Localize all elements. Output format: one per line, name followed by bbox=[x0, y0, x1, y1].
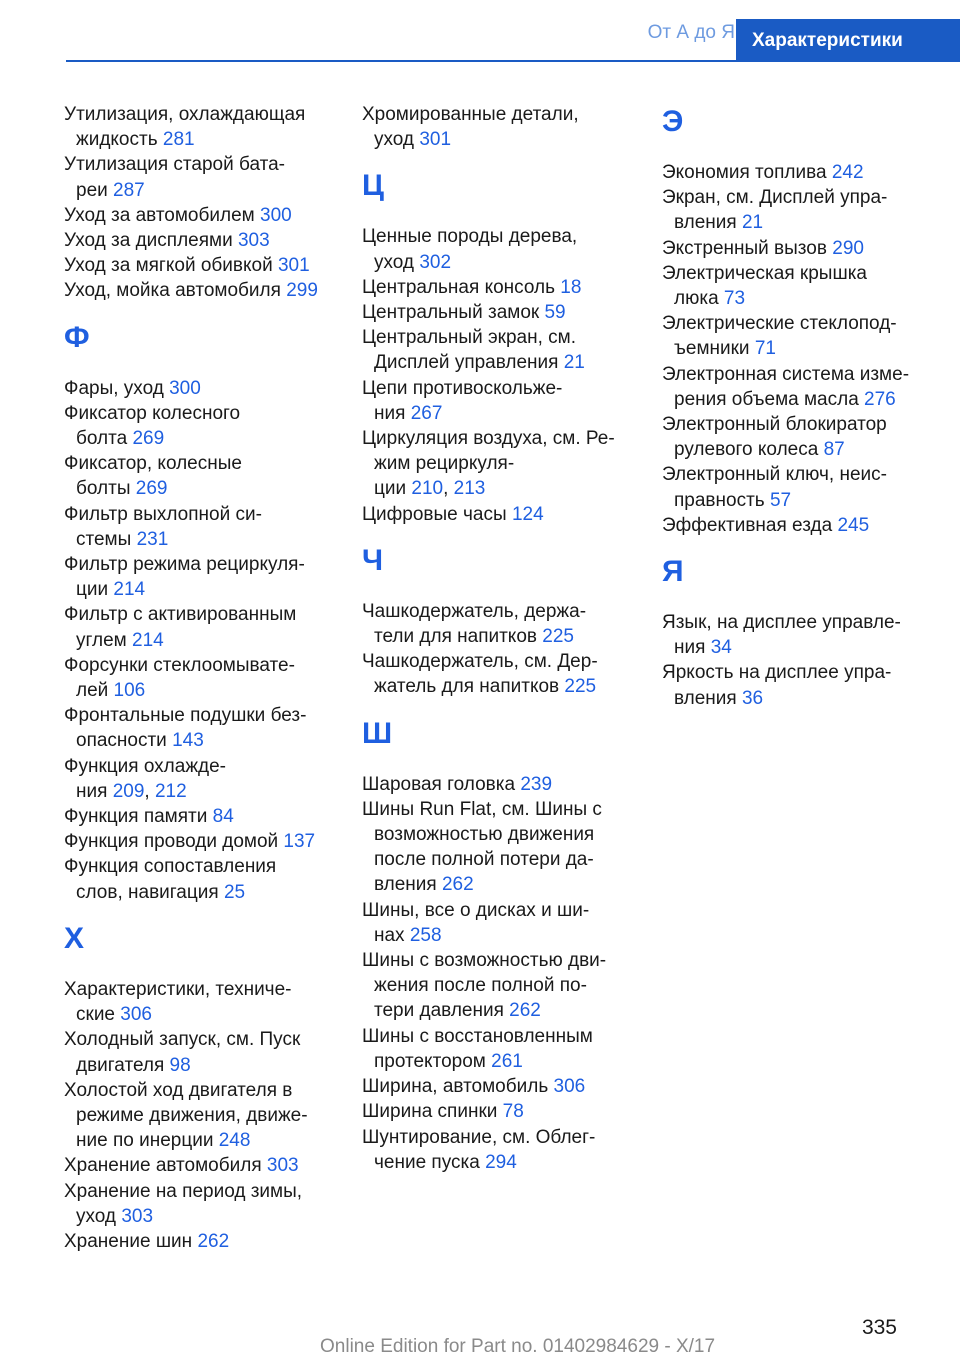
index-entry bbox=[64, 451, 334, 501]
index-entry-text: ние по инерции bbox=[76, 1130, 219, 1152]
page-reference-link[interactable]: 267 bbox=[410, 402, 443, 424]
page-reference-link[interactable]: 213 bbox=[453, 478, 486, 500]
index-entry-text: вления bbox=[674, 687, 742, 709]
index-entry bbox=[362, 275, 632, 300]
index-entry-text: болты bbox=[76, 478, 136, 500]
index-entry-text: Шины, все о дисках и ши- bbox=[362, 899, 590, 921]
index-entry-text: жатель для напитков bbox=[374, 676, 565, 698]
index-entry-text: Цепи противоскольже- bbox=[362, 377, 563, 399]
index-entry bbox=[64, 1078, 334, 1154]
index-entry-text: Ширина спинки bbox=[362, 1101, 503, 1123]
index-entry-text: Уход за мягкой обивкой bbox=[64, 255, 278, 277]
index-entry-text: реи bbox=[76, 179, 114, 201]
index-entry-text: уход bbox=[76, 1205, 122, 1227]
page-reference-link[interactable]: 281 bbox=[162, 129, 195, 151]
index-entry-text: Утилизация старой бата- bbox=[64, 154, 285, 176]
index-entry bbox=[662, 660, 932, 710]
index-entry bbox=[64, 1153, 334, 1178]
page-reference-link[interactable]: 225 bbox=[542, 626, 574, 648]
index-entry bbox=[64, 1179, 334, 1229]
index-entry-text: Ширина, автомобиль bbox=[362, 1076, 554, 1098]
page-number: 335 bbox=[861, 1316, 897, 1339]
index-entry-text: Фиксатор колесного bbox=[64, 402, 241, 424]
index-entry bbox=[64, 552, 334, 602]
index-entry-text: Электрическая крышка bbox=[662, 262, 867, 284]
page-reference-link[interactable]: 98 bbox=[169, 1054, 191, 1076]
index-entry bbox=[362, 599, 632, 649]
index-entry bbox=[64, 653, 334, 703]
page-reference-link[interactable]: 231 bbox=[136, 528, 169, 550]
index-entry bbox=[362, 1074, 632, 1099]
index-entry-text: Функция охлажде- bbox=[64, 755, 227, 777]
page-reference-link[interactable]: 124 bbox=[511, 503, 544, 525]
page-reference-link[interactable]: 262 bbox=[509, 1000, 541, 1022]
index-entry bbox=[64, 1027, 334, 1077]
index-entry-text: рулевого колеса bbox=[674, 439, 824, 461]
index-entry-text: Чашкодержатель, держа- bbox=[362, 600, 587, 622]
page-reference-link[interactable]: 269 bbox=[132, 428, 165, 450]
index-entry bbox=[64, 102, 334, 152]
index-entry-text: Центральный замок bbox=[362, 302, 545, 324]
page-reference-link[interactable]: 21 bbox=[563, 352, 585, 374]
index-entry bbox=[662, 261, 932, 311]
index-entry-text: Утилизация, охлаждающая bbox=[64, 104, 306, 125]
index-letter-heading: Х bbox=[64, 921, 85, 955]
index-entry: Циркуляция воздуха, см. Ре- жим рециркуля- ции 210, 213 bbox=[362, 428, 615, 500]
page-reference-link[interactable]: 25 bbox=[223, 881, 246, 903]
page-reference-link[interactable]: 106 bbox=[113, 680, 146, 702]
index-entry bbox=[64, 152, 334, 202]
page-reference-link[interactable]: 214 bbox=[113, 579, 146, 601]
index-entry-text: протектором bbox=[374, 1050, 492, 1072]
index-entry-text: Ценные породы дерева, bbox=[362, 226, 578, 248]
index-entry bbox=[362, 898, 632, 948]
page-reference-link[interactable]: 78 bbox=[502, 1101, 524, 1123]
page-reference-link[interactable]: 287 bbox=[113, 179, 145, 201]
index-entry-text: тели для напитков bbox=[374, 626, 543, 648]
page-reference-link[interactable]: 276 bbox=[864, 388, 896, 410]
index-entry-text: слов, навигация bbox=[76, 881, 224, 903]
index-entry bbox=[64, 502, 334, 552]
index-entry-text: Яркость на дисплее упра- bbox=[662, 662, 892, 684]
page-reference-link[interactable]: 209 bbox=[112, 780, 145, 802]
page-reference-link[interactable]: 59 bbox=[544, 302, 566, 324]
page-reference-link[interactable]: 143 bbox=[172, 730, 204, 752]
index-entry bbox=[362, 948, 632, 1024]
index-entry-text: возможностью движения bbox=[374, 824, 595, 846]
index-entry bbox=[362, 1125, 632, 1175]
index-entry bbox=[64, 203, 334, 228]
index-entry bbox=[362, 224, 632, 274]
page-reference-link[interactable]: 301 bbox=[277, 255, 310, 277]
index-entry-text: ния bbox=[374, 402, 411, 424]
page-reference-link[interactable]: 303 bbox=[121, 1205, 154, 1227]
index-entry-text: ния bbox=[76, 780, 113, 802]
index-entry-text: Шины с возможностью дви- bbox=[362, 950, 607, 972]
index-entry-text: Хромированные детали, bbox=[362, 104, 579, 125]
page-reference-link[interactable]: 210 bbox=[411, 478, 444, 500]
page-reference-link[interactable]: 57 bbox=[769, 489, 792, 511]
index-entry-text: Холодный запуск, см. Пуск bbox=[64, 1029, 301, 1051]
index-entry-text: чение пуска bbox=[374, 1151, 486, 1173]
index-entry bbox=[362, 376, 632, 426]
index-entry bbox=[662, 412, 932, 462]
index-entry-text: правность bbox=[674, 489, 770, 511]
index-entry-text: Электронный блокиратор bbox=[662, 414, 887, 436]
page-reference-link[interactable]: 84 bbox=[212, 806, 234, 828]
index-entry bbox=[362, 102, 632, 152]
page-reference-link[interactable]: 294 bbox=[485, 1151, 517, 1173]
index-letter-heading: Э bbox=[662, 105, 684, 138]
index-entry bbox=[362, 649, 632, 699]
index-entry bbox=[662, 513, 932, 538]
page-reference-link[interactable]: 269 bbox=[135, 478, 168, 500]
page-reference-link[interactable]: 137 bbox=[283, 831, 316, 853]
index-entry bbox=[662, 311, 932, 361]
index-column-3 bbox=[662, 102, 932, 711]
header-section-label: От А до Я bbox=[647, 22, 735, 43]
index-entry bbox=[64, 602, 334, 652]
index-entry bbox=[662, 160, 932, 185]
index-entry-text: ъемники bbox=[674, 338, 755, 360]
index-entry-text: углем bbox=[76, 629, 133, 651]
index-entry bbox=[64, 376, 334, 401]
index-entry bbox=[362, 325, 632, 375]
index-entry bbox=[64, 804, 334, 829]
index-entry-text: Центральный экран, см. bbox=[362, 327, 577, 349]
index-entry-text: Функция проводи домой bbox=[64, 831, 284, 853]
page-reference-link[interactable]: 299 bbox=[286, 280, 318, 302]
index-entry-text: Шины Run Flat, см. Шины с bbox=[362, 798, 602, 820]
index-entry-text: Центральная консоль bbox=[362, 276, 561, 298]
index-entry-text: Шаровая головка bbox=[362, 773, 521, 795]
index-column-2 bbox=[362, 102, 632, 1175]
index-entry bbox=[64, 253, 334, 278]
index-entry-text: Фиксатор, колесные bbox=[64, 453, 242, 475]
index-entry-text: стемы bbox=[76, 528, 137, 550]
index-entry bbox=[64, 854, 334, 904]
index-entry bbox=[64, 1229, 334, 1254]
index-entry-text: Хранение на период зимы, bbox=[64, 1180, 303, 1202]
index-entry bbox=[64, 401, 334, 451]
index-entry-text: режиме движения, движе- bbox=[76, 1104, 308, 1126]
index-letter-heading: Ф bbox=[64, 320, 90, 354]
index-entry-text: Шины с восстановленным bbox=[362, 1025, 593, 1047]
index-entry bbox=[64, 829, 334, 854]
index-entry-text: Цифровые часы bbox=[362, 503, 512, 525]
footer-edition: Online Edition for Part no. 01402984629 - X/17 bbox=[320, 1336, 716, 1357]
page-reference-link[interactable]: 87 bbox=[823, 439, 845, 461]
index-entry-text: жидкость bbox=[76, 129, 163, 151]
index-entry-text: уход bbox=[374, 129, 420, 151]
index-entry-text: Экстренный вызов bbox=[662, 237, 833, 259]
index-entry-text: Фары, уход bbox=[64, 377, 170, 399]
index-entry bbox=[362, 772, 632, 797]
index-letter-heading: Ц bbox=[362, 169, 384, 203]
index-entry-text: Уход за автомобилем bbox=[64, 204, 260, 226]
index-entry bbox=[362, 797, 632, 898]
page-reference-link[interactable]: 262 bbox=[197, 1230, 230, 1252]
page-reference-link[interactable]: 303 bbox=[237, 230, 270, 252]
index-entry-text: Фильтр режима рециркуля- bbox=[64, 554, 305, 576]
index-entry: Функция охлажде- ния 209, 212 bbox=[64, 755, 227, 802]
page-reference-link[interactable]: 34 bbox=[710, 637, 732, 659]
index-entry-text: Фронтальные подушки без- bbox=[64, 705, 307, 727]
index-entry-text: ции bbox=[76, 579, 114, 601]
index-entry bbox=[662, 185, 932, 235]
index-entry bbox=[362, 300, 632, 325]
index-entry-text: лей bbox=[76, 680, 114, 702]
index-entry bbox=[662, 462, 932, 512]
index-entry-text: Фильтр выхлопной си- bbox=[64, 503, 262, 525]
index-entry bbox=[64, 228, 334, 253]
page-reference-link[interactable]: 225 bbox=[564, 676, 597, 698]
page-reference-link[interactable]: 242 bbox=[831, 162, 864, 183]
page-reference-link[interactable]: 36 bbox=[741, 687, 764, 709]
page-reference-link[interactable]: 302 bbox=[419, 251, 452, 273]
index-entry-text: Электронная система изме- bbox=[662, 363, 910, 385]
index-entry-text: Экономия топлива bbox=[662, 162, 832, 183]
index-entry-text: ские bbox=[76, 1004, 121, 1026]
page-reference-link[interactable]: 301 bbox=[419, 129, 452, 151]
page-reference-link[interactable]: 306 bbox=[553, 1076, 586, 1098]
index-entry-text: Дисплей управления bbox=[374, 352, 564, 374]
index-entry-text: Чашкодержатель, см. Дер- bbox=[362, 651, 598, 673]
index-entry-text: Электрические стеклопод- bbox=[662, 313, 897, 335]
index-entry bbox=[64, 977, 334, 1027]
page-reference-link[interactable]: 303 bbox=[266, 1155, 299, 1177]
index-entry bbox=[64, 278, 334, 303]
index-entry-text: нах bbox=[374, 924, 410, 946]
index-entry-text: болта bbox=[76, 428, 133, 450]
index-entry-text: тери давления bbox=[374, 1000, 510, 1022]
index-entry-text: жим рециркуля- bbox=[374, 453, 515, 475]
index-entry-text: ния bbox=[674, 637, 711, 659]
index-entry-text: Уход, мойка автомобиля bbox=[64, 280, 287, 302]
index-entry-text: Уход за дисплеями bbox=[64, 230, 238, 252]
index-entry-text: люка bbox=[674, 288, 724, 310]
index-entry bbox=[362, 1024, 632, 1074]
index-letter-heading: Ш bbox=[362, 716, 393, 750]
index-entry-text: рения объема масла bbox=[674, 388, 865, 410]
index-entry-text: уход bbox=[374, 251, 420, 273]
index-entry-text: вления bbox=[374, 874, 442, 896]
page-reference-link[interactable]: 248 bbox=[218, 1130, 251, 1152]
index-entry-text: опасности bbox=[76, 730, 173, 752]
index-entry-text: Шунтирование, см. Облег- bbox=[362, 1126, 596, 1148]
index-column-1 bbox=[64, 102, 334, 1254]
page-reference-link[interactable]: 71 bbox=[754, 338, 776, 360]
index-entry-text: Язык, на дисплее управле- bbox=[662, 612, 901, 634]
page-reference-link[interactable]: 21 bbox=[741, 212, 764, 234]
index-entry-text: Функция памяти bbox=[64, 806, 213, 828]
page-reference-link[interactable]: 261 bbox=[491, 1050, 523, 1072]
index-entry-text: Фильтр с активированным bbox=[64, 604, 297, 626]
page-reference-link[interactable]: 212 bbox=[154, 780, 187, 802]
page-reference-link[interactable]: 290 bbox=[832, 237, 864, 259]
index-entry bbox=[362, 1099, 632, 1124]
index-entry-text: Эффективная езда bbox=[662, 514, 838, 536]
index-entry-text: Форсунки стеклоомывате- bbox=[64, 654, 295, 676]
page-reference-link[interactable]: 300 bbox=[260, 204, 292, 226]
index-entry-text: ции bbox=[374, 478, 412, 500]
index-entry-text: Электронный ключ, неис- bbox=[662, 464, 887, 486]
page-reference-link[interactable]: 300 bbox=[169, 377, 201, 399]
index-entry-text: Характеристики, техниче- bbox=[64, 978, 292, 1000]
index-entry-text: Хранение шин bbox=[64, 1230, 198, 1252]
index-entry bbox=[662, 362, 932, 412]
page-reference-link[interactable]: 73 bbox=[723, 288, 746, 310]
page-reference-link[interactable]: 306 bbox=[120, 1004, 152, 1026]
index-entry bbox=[64, 703, 334, 753]
index-entry-text: вления bbox=[674, 212, 742, 234]
index-entry-text: двигателя bbox=[76, 1054, 170, 1076]
page-reference-link[interactable]: 239 bbox=[520, 773, 553, 795]
index-entry bbox=[362, 502, 632, 527]
index-entry-text: после полной потери да- bbox=[374, 849, 594, 871]
index-entry-text: Циркуляция воздуха, см. Ре- bbox=[362, 428, 615, 450]
index-entry-text: Холостой ход двигателя в bbox=[64, 1079, 293, 1101]
page-reference-link[interactable]: 258 bbox=[409, 924, 442, 946]
index-entry-text: Экран, см. Дисплей упра- bbox=[662, 187, 888, 209]
index-entry-text: Хранение автомобиля bbox=[64, 1155, 267, 1177]
page-reference-link[interactable]: 245 bbox=[837, 514, 870, 536]
index-letter-heading: Я bbox=[662, 555, 684, 589]
page-reference-link[interactable]: 18 bbox=[560, 276, 582, 298]
header-chapter-tab: Характеристики bbox=[736, 19, 960, 62]
index-entry-text: Функция сопоставления bbox=[64, 856, 277, 878]
page-reference-link[interactable]: 262 bbox=[441, 874, 474, 896]
index-entry bbox=[662, 236, 932, 261]
index-letter-heading: Ч bbox=[362, 543, 384, 577]
index-entry-text: жения после полной по- bbox=[374, 975, 587, 997]
index-entry bbox=[662, 610, 932, 660]
page-reference-link[interactable]: 214 bbox=[132, 629, 164, 651]
